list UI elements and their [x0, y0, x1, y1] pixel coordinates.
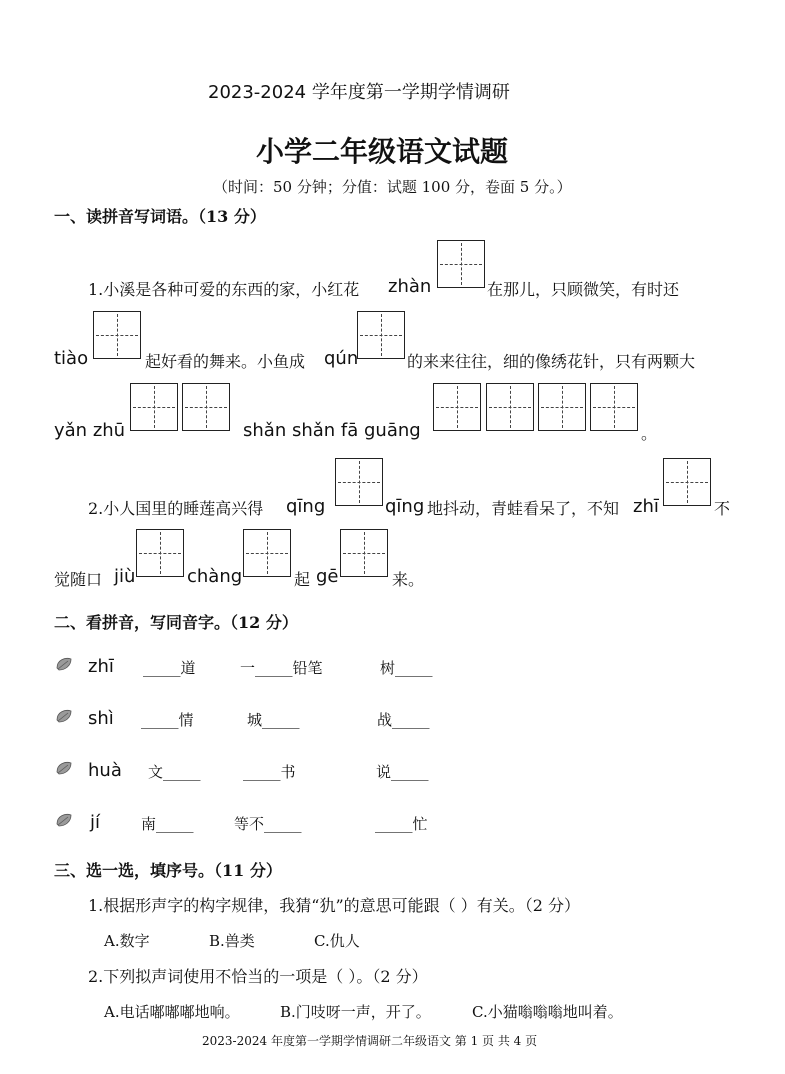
writing-box-shanshan-4[interactable]: [590, 383, 638, 431]
pinyin-qun: qún: [324, 348, 359, 369]
row3-pinyin: huà: [88, 760, 122, 781]
writing-box-jiu[interactable]: [136, 529, 184, 577]
row4-pinyin: jí: [90, 812, 101, 833]
question-1: 1.根据形声字的构字规律，我猜“犰”的意思可能跟（ ）有关。（2 分）: [88, 896, 580, 915]
writing-box-tiao[interactable]: [93, 311, 141, 359]
pinyin-zhi: zhī: [633, 496, 659, 517]
row1-item1[interactable]: _____道: [143, 659, 196, 677]
q2-line2-qi: 起: [294, 570, 311, 589]
leaf-icon: [55, 812, 73, 828]
pinyin-chang: chàng: [187, 566, 243, 587]
q1-line3-end: 。: [641, 424, 658, 443]
q2-option-a[interactable]: A.电话嘟嘟嘟地响。: [104, 1003, 240, 1021]
pinyin-qing-1: qīng: [286, 496, 326, 517]
writing-box-zhi[interactable]: [663, 458, 711, 506]
writing-box-shanshan-3[interactable]: [538, 383, 586, 431]
q2-option-c[interactable]: C.小猫嗡嗡嗡地叫着。: [472, 1003, 623, 1021]
row2-item1[interactable]: _____情: [141, 711, 194, 729]
row2-pinyin: shì: [88, 708, 114, 729]
row4-item1[interactable]: 南_____: [141, 815, 194, 833]
row3-item2[interactable]: _____书: [243, 763, 296, 781]
pinyin-ge: gē: [316, 566, 339, 587]
exam-title: 2023-2024 学年度第一学期学情调研: [208, 82, 510, 103]
row1-item3[interactable]: 树_____: [380, 659, 433, 677]
q2-line2-end: 来。: [392, 570, 425, 589]
writing-box-yanzhu-1[interactable]: [130, 383, 178, 431]
q1-line2-after: 的来来往往，细的像绣花针，只有两颗大: [407, 352, 696, 371]
row2-item2[interactable]: 城_____: [247, 711, 300, 729]
q1-line2-mid: 起好看的舞来。小鱼成: [145, 352, 306, 371]
row1-pinyin: zhī: [88, 656, 114, 677]
q2-option-b[interactable]: B.门吱呀一声，开了。: [280, 1003, 431, 1021]
writing-box-shanshan-1[interactable]: [433, 383, 481, 431]
subject-title: 小学二年级语文试题: [256, 135, 509, 168]
q1-option-b[interactable]: B.兽类: [209, 932, 255, 950]
row4-item2[interactable]: 等不_____: [234, 815, 302, 833]
row2-item3[interactable]: 战_____: [377, 711, 430, 729]
writing-box-chang[interactable]: [243, 529, 291, 577]
row3-item1[interactable]: 文_____: [148, 763, 201, 781]
q1-line1-after: 在那儿，只顾微笑，有时还: [487, 280, 680, 299]
writing-box-yanzhu-2[interactable]: [182, 383, 230, 431]
leaf-icon: [55, 760, 73, 776]
leaf-icon: [55, 656, 73, 672]
q2-line1-end: 不: [714, 499, 731, 518]
q1-option-a[interactable]: A.数字: [104, 932, 150, 950]
q1-option-c[interactable]: C.仇人: [314, 932, 360, 950]
section2-heading: 二、看拼音，写同音字。（12 分）: [54, 613, 298, 632]
pinyin-tiao: tiào: [54, 348, 89, 369]
page-footer: 2023-2024 年度第一学期学情调研二年级语文 第 1 页 共 4 页: [202, 1034, 538, 1048]
row4-item3[interactable]: _____忙: [375, 815, 428, 833]
writing-box-ge[interactable]: [340, 529, 388, 577]
q2-line1-text: 2.小人国里的睡莲高兴得: [88, 499, 264, 518]
leaf-icon: [55, 708, 73, 724]
exam-info: （时间：50 分钟；分值：试题 100 分，卷面 5 分。）: [213, 178, 572, 196]
section1-heading: 一、读拼音写词语。（13 分）: [54, 207, 266, 226]
writing-box-shanshan-2[interactable]: [486, 383, 534, 431]
pinyin-zhan: zhàn: [388, 276, 432, 297]
q2-line2-text: 觉随口: [54, 570, 103, 589]
question-2: 2.下列拟声词使用不恰当的一项是（ ）。（2 分）: [88, 967, 428, 986]
row1-item2[interactable]: 一_____铅笔: [240, 659, 323, 677]
row3-item3[interactable]: 说_____: [376, 763, 429, 781]
pinyin-yanzhu: yǎn zhū: [54, 420, 126, 441]
q2-line1-mid: 地抖动，青蛙看呆了，不知: [427, 499, 620, 518]
writing-box-zhan[interactable]: [437, 240, 485, 288]
pinyin-jiu: jiù: [114, 566, 136, 587]
pinyin-qing-2: qīng: [385, 496, 425, 517]
writing-box-qingqing[interactable]: [335, 458, 383, 506]
q1-line1-text: 1.小溪是各种可爱的东西的家，小红花: [88, 280, 360, 299]
section3-heading: 三、选一选，填序号。（11 分）: [54, 861, 282, 880]
pinyin-shanshan: shǎn shǎn fā guāng: [243, 420, 421, 441]
writing-box-qun[interactable]: [357, 311, 405, 359]
